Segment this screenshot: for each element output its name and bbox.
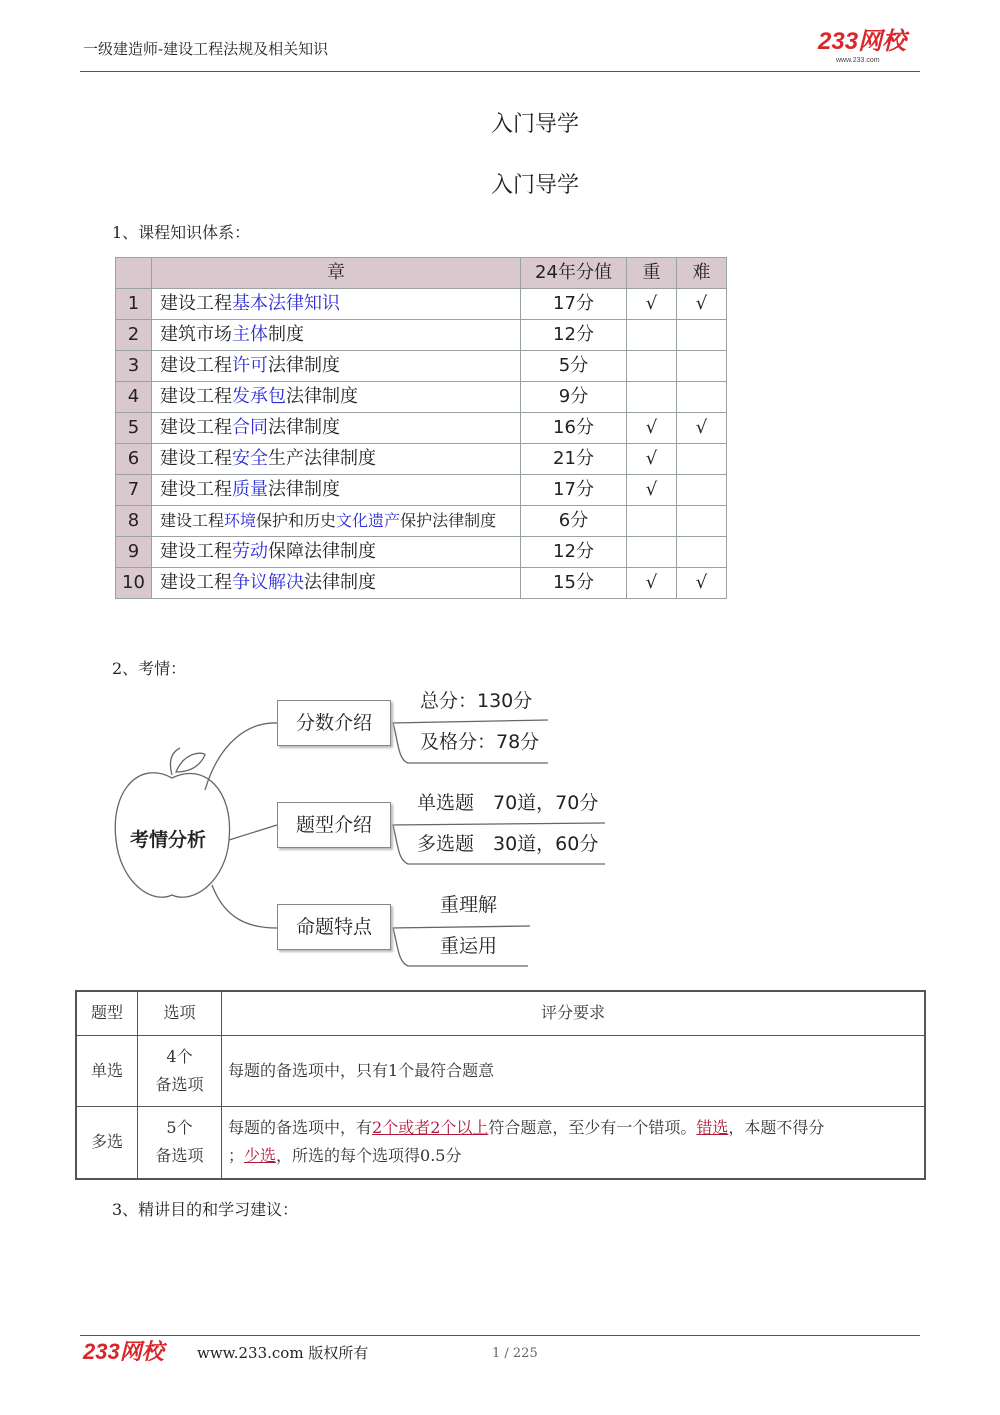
row-number: 9 — [116, 537, 152, 568]
highlight: 错选 — [696, 1118, 729, 1138]
score: 12分 — [521, 537, 627, 568]
text: 法律制度 — [268, 417, 340, 438]
scoring-single: 每题的备选项中，只有1个最符合题意 — [222, 1035, 926, 1106]
text: 建设工程 — [160, 386, 232, 407]
difficult-check — [677, 382, 727, 413]
options-label: 备选项 — [155, 1146, 204, 1166]
mindmap-branch-score: 分数介绍 — [277, 700, 391, 746]
text: 保护法律制度 — [400, 511, 497, 530]
header-options: 选项 — [138, 991, 222, 1035]
table-row — [116, 413, 727, 444]
exam-table — [75, 990, 926, 1180]
important-check — [627, 351, 677, 382]
keyword: 发承包 — [232, 386, 286, 407]
chapter-name — [152, 537, 521, 568]
keyword: 合同 — [232, 417, 268, 438]
page-number: 1 / 225 — [492, 1346, 538, 1361]
keyword: 质量 — [232, 479, 268, 500]
text: 符合题意，至少有一个错项。 — [488, 1118, 697, 1138]
header-logo-url: www.233.com — [836, 57, 880, 64]
important-check — [627, 537, 677, 568]
mindmap-item: 重理解 — [440, 894, 498, 916]
options-count: 5个 — [166, 1118, 193, 1138]
mindmap-branch-features: 命题特点 — [277, 904, 391, 950]
score: 12分 — [521, 320, 627, 351]
text: ； — [228, 1146, 245, 1166]
section-heading: 1、课程知识体系： — [112, 223, 251, 242]
header-num — [116, 258, 152, 289]
text: 建设工程 — [160, 572, 232, 593]
text: 建设工程 — [160, 541, 232, 562]
keyword: 基本法律知识 — [232, 293, 340, 314]
options-single — [138, 1035, 222, 1106]
footer-site: www.233.com 版权所有 — [197, 1344, 369, 1362]
text: 保障法律制度 — [268, 541, 376, 562]
text: 法律制度 — [304, 572, 376, 593]
text: 建设工程 — [160, 293, 232, 314]
difficult-check: √ — [677, 413, 727, 444]
score: 21分 — [521, 444, 627, 475]
header-score: 24年分值 — [521, 258, 627, 289]
chapter-name — [152, 382, 521, 413]
keyword: 争议解决 — [232, 572, 304, 593]
chapter-name — [152, 444, 521, 475]
text: 制度 — [268, 324, 304, 345]
chapter-name — [152, 413, 521, 444]
table-row — [116, 382, 727, 413]
table-row — [116, 537, 727, 568]
chapter-name — [152, 289, 521, 320]
difficult-check — [677, 475, 727, 506]
important-check: √ — [627, 568, 677, 599]
chapter-name — [152, 475, 521, 506]
scoring-multi — [222, 1106, 926, 1179]
important-check: √ — [627, 289, 677, 320]
options-multi — [138, 1106, 222, 1179]
header-logo: 233网校 — [818, 28, 907, 55]
score: 16分 — [521, 413, 627, 444]
section-heading: 3、精讲目的和学习建议： — [112, 1200, 299, 1219]
important-check: √ — [627, 413, 677, 444]
text: 建设工程 — [160, 417, 232, 438]
important-check: √ — [627, 444, 677, 475]
connector-line — [205, 723, 277, 790]
table-row — [116, 568, 727, 599]
difficult-check — [677, 537, 727, 568]
section-heading: 2、考情： — [112, 659, 187, 678]
type-multi: 多选 — [76, 1106, 138, 1179]
text: 生产法律制度 — [268, 448, 376, 469]
page-title: 入门导学 — [490, 112, 579, 137]
score: 15分 — [521, 568, 627, 599]
connector-line — [229, 825, 277, 840]
mindmap-item: 单选题 70道，70分 — [417, 792, 599, 814]
footer-divider — [80, 1335, 920, 1336]
table-row — [116, 289, 727, 320]
difficult-check — [677, 444, 727, 475]
score: 17分 — [521, 475, 627, 506]
keyword: 劳动 — [232, 541, 268, 562]
header-divider — [80, 71, 920, 72]
difficult-check: √ — [677, 568, 727, 599]
header-title: 一级建造师-建设工程法规及相关知识 — [83, 40, 329, 58]
knowledge-table — [115, 257, 727, 599]
score: 9分 — [521, 382, 627, 413]
important-check — [627, 382, 677, 413]
apple-leaf — [176, 753, 205, 772]
keyword: 安全 — [232, 448, 268, 469]
chapter-name — [152, 351, 521, 382]
keyword: 许可 — [232, 355, 268, 376]
score: 6分 — [521, 506, 627, 537]
text: 建设工程 — [160, 479, 232, 500]
mindmap-item: 多选题 30道，60分 — [417, 833, 599, 855]
difficult-check — [677, 506, 727, 537]
keyword: 主体 — [232, 324, 268, 345]
score: 5分 — [521, 351, 627, 382]
text: 建设工程 — [160, 511, 225, 530]
text: ，所选的每个选项得0.5分 — [276, 1146, 462, 1166]
text: 建设工程 — [160, 448, 232, 469]
table-row — [116, 444, 727, 475]
row-number: 3 — [116, 351, 152, 382]
options-label: 备选项 — [155, 1074, 204, 1094]
row-number: 4 — [116, 382, 152, 413]
section-title: 入门导学 — [490, 173, 579, 198]
important-check — [627, 506, 677, 537]
table-row — [116, 506, 727, 537]
important-check — [627, 320, 677, 351]
text: 建设工程 — [160, 355, 232, 376]
highlight: 少选 — [244, 1146, 277, 1166]
header-chapter: 章 — [152, 258, 521, 289]
header-difficult: 难 — [677, 258, 727, 289]
text: 法律制度 — [268, 355, 340, 376]
text: 建筑市场 — [160, 324, 232, 345]
type-single: 单选 — [76, 1035, 138, 1106]
chapter-name — [152, 320, 521, 351]
text: 法律制度 — [286, 386, 358, 407]
text: 法律制度 — [268, 479, 340, 500]
apple-stem — [170, 748, 180, 775]
highlight: 2个或者2个以上 — [372, 1118, 489, 1138]
chapter-name — [152, 568, 521, 599]
keyword: 文化遗产 — [336, 511, 401, 530]
difficult-check: √ — [677, 289, 727, 320]
mindmap-branch-types: 题型介绍 — [277, 802, 391, 848]
keyword: 环境 — [224, 511, 257, 530]
text: 每题的备选项中，有 — [228, 1118, 373, 1138]
footer-logo: 233网校 — [83, 1339, 164, 1364]
row-number: 5 — [116, 413, 152, 444]
table-row — [116, 320, 727, 351]
important-check: √ — [627, 475, 677, 506]
row-number: 10 — [116, 568, 152, 599]
table-row — [116, 351, 727, 382]
mindmap-center: 考情分析 — [130, 829, 207, 851]
score: 17分 — [521, 289, 627, 320]
difficult-check — [677, 351, 727, 382]
row-number: 7 — [116, 475, 152, 506]
text: 保护和历史 — [256, 511, 337, 530]
connector-line — [212, 885, 277, 928]
chapter-name — [152, 506, 521, 537]
text: ，本题不得分 — [728, 1118, 825, 1138]
mindmap-item: 总分：130分 — [420, 690, 533, 712]
mindmap-item: 及格分：78分 — [420, 731, 540, 753]
row-number: 1 — [116, 289, 152, 320]
difficult-check — [677, 320, 727, 351]
row-number: 8 — [116, 506, 152, 537]
row-number: 2 — [116, 320, 152, 351]
table-row — [116, 475, 727, 506]
row-number: 6 — [116, 444, 152, 475]
header-type: 题型 — [76, 991, 138, 1035]
mindmap-item: 重运用 — [440, 935, 498, 957]
header-important: 重 — [627, 258, 677, 289]
header-scoring: 评分要求 — [222, 991, 926, 1035]
options-count: 4个 — [166, 1046, 193, 1066]
